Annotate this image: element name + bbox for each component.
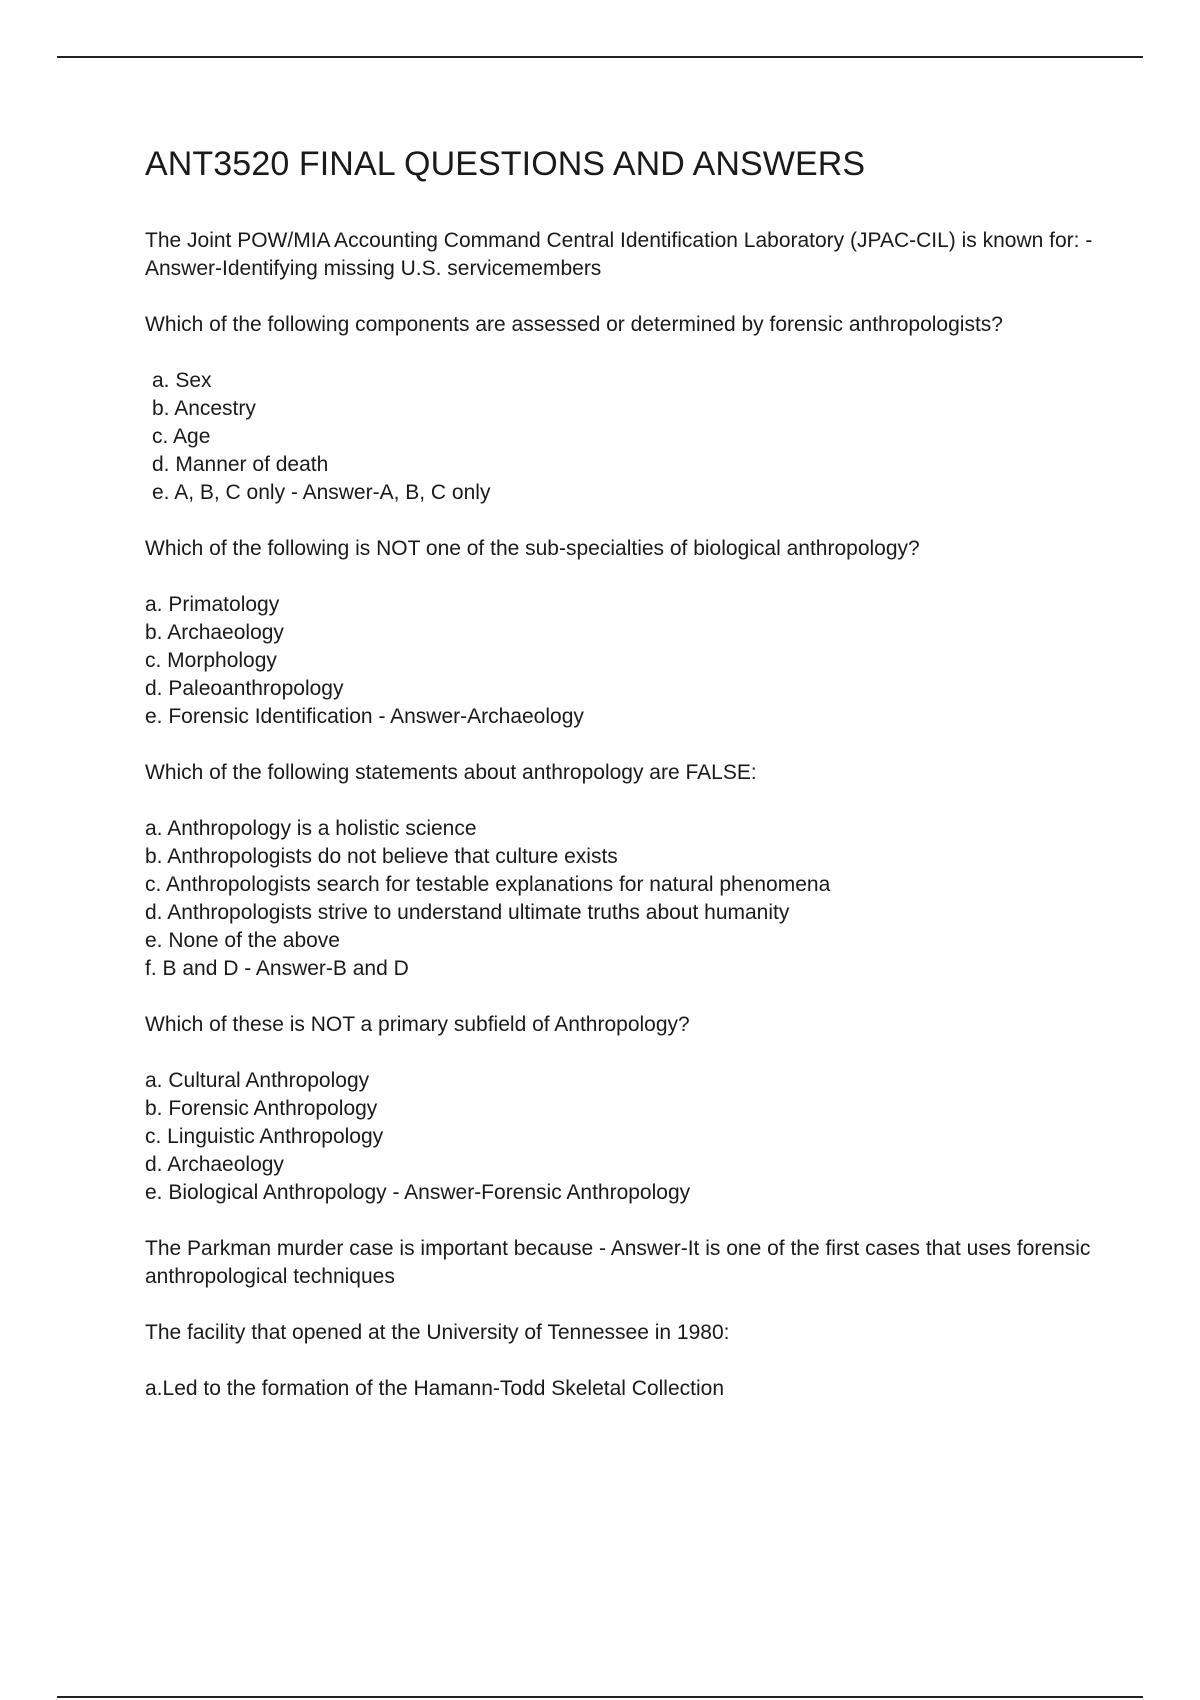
question-4-options (145, 815, 1105, 983)
question-5 (145, 1011, 1105, 1039)
question-5-prompt: Which of these is NOT a primary subfield of Anthropology? (145, 1012, 690, 1036)
option-item: b. Anthropologists do not believe that culture exists (145, 844, 618, 868)
question-4-prompt: Which of the following statements about anthropology are FALSE: (145, 760, 757, 784)
question-2-options (145, 367, 1105, 507)
option-item: a.Led to the formation of the Hamann-Todd Skeletal Collection (145, 1376, 725, 1400)
question-2 (145, 311, 1105, 339)
option-item: e. Biological Anthropology - Answer-Forensic Anthropology (145, 1180, 691, 1204)
option-item: d. Manner of death (152, 452, 329, 476)
question-6-text: The Parkman murder case is important because - Answer-It is one of the first cases that uses forensic anthropological techniques (145, 1236, 1091, 1288)
document-page (145, 144, 1105, 1431)
bottom-rule (57, 1696, 1143, 1698)
option-item: d. Paleoanthropology (145, 676, 344, 700)
option-item: e. None of the above (145, 928, 340, 952)
document-title: ANT3520 FINAL QUESTIONS AND ANSWERS (145, 145, 866, 183)
option-item: d. Anthropologists strive to understand ultimate truths about humanity (145, 900, 790, 924)
question-7 (145, 1319, 1105, 1347)
question-7-options (145, 1375, 1105, 1403)
top-rule (57, 56, 1143, 58)
question-1 (145, 227, 1105, 283)
option-item: b. Forensic Anthropology (145, 1096, 378, 1120)
option-item: f. B and D - Answer-B and D (145, 956, 409, 980)
option-item: c. Linguistic Anthropology (145, 1124, 384, 1148)
option-item: e. A, B, C only - Answer-A, B, C only (152, 480, 491, 504)
option-item: e. Forensic Identification - Answer-Archaeology (145, 704, 584, 728)
question-3-options (145, 591, 1105, 731)
option-item: a. Anthropology is a holistic science (145, 816, 477, 840)
question-3-prompt: Which of the following is NOT one of the sub-specialties of biological anthropology? (145, 536, 920, 560)
option-item: d. Archaeology (145, 1152, 284, 1176)
option-item: a. Sex (152, 368, 212, 392)
option-item: b. Ancestry (152, 396, 256, 420)
option-item: b. Archaeology (145, 620, 284, 644)
option-item: a. Cultural Anthropology (145, 1068, 370, 1092)
question-1-text: The Joint POW/MIA Accounting Command Central Identification Laboratory (JPAC-CIL) is known for: - Answer-Identifying missing U.S. servicemembers (145, 228, 1093, 280)
question-6 (145, 1235, 1105, 1291)
question-5-options (145, 1067, 1105, 1207)
option-item: c. Age (152, 424, 211, 448)
question-2-prompt: Which of the following components are assessed or determined by forensic anthropologists? (145, 312, 1003, 336)
question-4 (145, 759, 1105, 787)
question-7-prompt: The facility that opened at the University of Tennessee in 1980: (145, 1320, 730, 1344)
option-item: c. Anthropologists search for testable explanations for natural phenomena (145, 872, 831, 896)
question-3 (145, 535, 1105, 563)
option-item: a. Primatology (145, 592, 280, 616)
option-item: c. Morphology (145, 648, 277, 672)
